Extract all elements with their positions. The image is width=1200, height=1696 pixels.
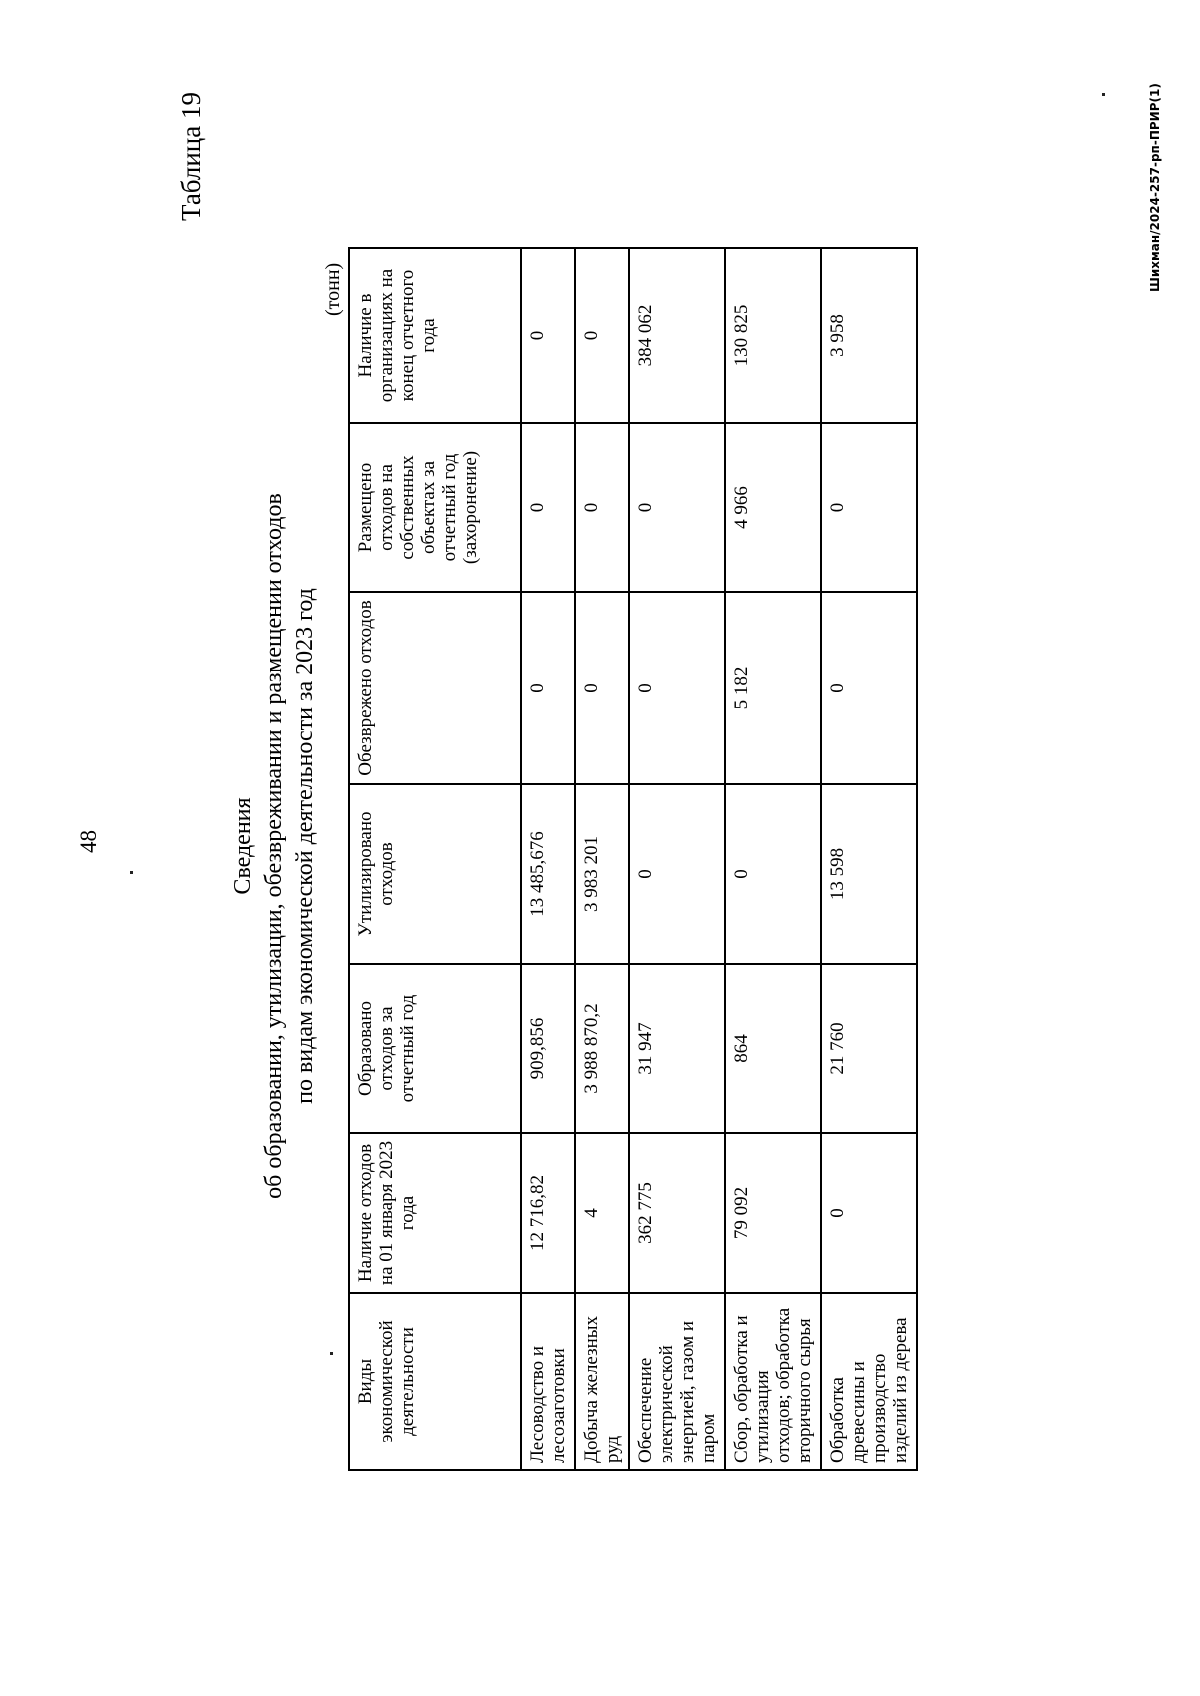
- cell-value: 0: [629, 423, 725, 592]
- cell-value: 864: [725, 964, 821, 1133]
- table-header-row: [349, 248, 521, 1470]
- cell-value: 0: [575, 248, 629, 423]
- cell-value: 362 775: [629, 1133, 725, 1293]
- cell-value: 0: [521, 423, 575, 592]
- row-activity: Обеспечение электрической энергией, газом и паром: [629, 1293, 725, 1470]
- cell-value: 79 092: [725, 1133, 821, 1293]
- scan-speck: [330, 1352, 333, 1355]
- cell-value: 13 598: [821, 784, 917, 964]
- header-activity: Виды экономической деятельности: [349, 1293, 521, 1470]
- cell-value: 0: [629, 592, 725, 784]
- cell-value: 3 988 870,2: [575, 964, 629, 1133]
- row-activity: Обработка древесины и производство изделий из дерева: [821, 1293, 917, 1470]
- cell-value: 3 958: [821, 248, 917, 423]
- table-row: [521, 248, 575, 1470]
- cell-value: 3 983 201: [575, 784, 629, 964]
- header-utilized: Утилизировано отходов: [349, 784, 521, 964]
- table-row: [725, 248, 821, 1470]
- title-block: [228, 246, 321, 1446]
- scan-speck: [130, 871, 133, 874]
- table-row: [629, 248, 725, 1470]
- cell-value: 4: [575, 1133, 629, 1293]
- cell-value: 0: [629, 784, 725, 964]
- cell-value: 0: [821, 1133, 917, 1293]
- footer-code: Шихман/2024-257-рп-ПРИР(1): [1148, 83, 1162, 292]
- title-line-2: об образовании, утилизации, обезвреживании и размещении отходов: [261, 493, 287, 1199]
- row-activity: Лесоводство и лесозаготовки: [521, 1293, 575, 1470]
- cell-value: 31 947: [629, 964, 725, 1133]
- cell-value: 384 062: [629, 248, 725, 423]
- cell-value: 0: [575, 423, 629, 592]
- row-activity: Добыча железных руд: [575, 1293, 629, 1470]
- title-line-1: Сведения: [230, 797, 256, 895]
- cell-value: 4 966: [725, 423, 821, 592]
- cell-value: 12 716,82: [521, 1133, 575, 1293]
- header-end-stock: Наличие в организациях на конец отчетного года: [349, 248, 521, 423]
- cell-value: 0: [821, 592, 917, 784]
- row-activity: Сбор, обработка и утилизация отходов; обработка вторичного сырья: [725, 1293, 821, 1470]
- waste-table: [348, 247, 918, 1471]
- header-generated: Образовано отходов за отчетный год: [349, 964, 521, 1133]
- cell-value: 0: [725, 784, 821, 964]
- title-line-3: по видам экономической деятельности за 2023 год: [292, 588, 318, 1104]
- cell-value: 5 182: [725, 592, 821, 784]
- table-label: Таблица 19: [176, 92, 206, 221]
- cell-value: 130 825: [725, 248, 821, 423]
- page-number: 48: [76, 830, 101, 853]
- header-start-stock: Наличие отходов на 01 января 2023 года: [349, 1133, 521, 1293]
- scan-speck: [1102, 93, 1105, 96]
- cell-value: 909,856: [521, 964, 575, 1133]
- table-row: [821, 248, 917, 1470]
- cell-value: 21 760: [821, 964, 917, 1133]
- cell-value: 0: [575, 592, 629, 784]
- cell-value: 0: [821, 423, 917, 592]
- header-placed: Размещено отходов на собственных объектах за отчетный год (захоронение): [349, 423, 521, 592]
- unit-label: (тонн): [322, 262, 344, 316]
- cell-value: 13 485,676: [521, 784, 575, 964]
- cell-value: 0: [521, 592, 575, 784]
- table-row: [575, 248, 629, 1470]
- header-neutralized: Обезврежено отходов: [349, 592, 521, 784]
- cell-value: 0: [521, 248, 575, 423]
